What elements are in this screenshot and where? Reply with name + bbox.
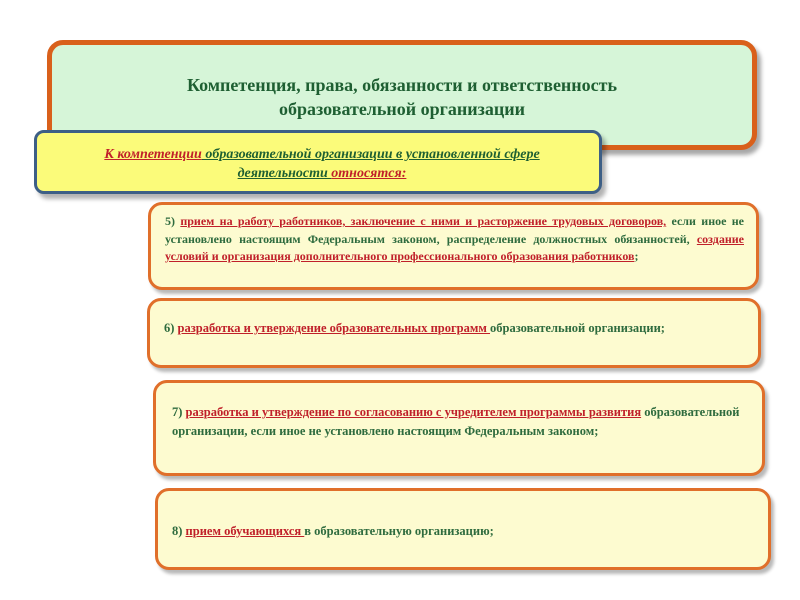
item-7-number: 7) [172,405,186,419]
item-8-text [172,521,756,541]
title-line-1: Компетенция, права, обязанности и ответственность [186,75,618,95]
subtitle-box [34,130,602,194]
subtitle-middle: образовательной организации в установленной сфере деятельности [201,147,540,181]
item-7-body: образовательной организации, если иное не установлено настоящим Федеральным законом; [172,405,740,438]
item-6-body: образовательной организации; [490,321,665,335]
page-title [52,73,752,121]
item-5-highlight-2: создание условий и организация дополнительного профессионального образования работников [165,231,744,263]
item-7-highlight: разработка и утверждение по согласованию с учредителем программы развития [185,405,642,419]
item-8-highlight: прием обучающихся [185,524,305,538]
item-6-number: 6) [164,321,178,335]
item-8-number: 8) [172,524,186,538]
title-line-2: образовательной организации [279,99,525,119]
item-7-text [172,403,750,441]
competence-item-8 [155,488,771,570]
item-6-highlight: разработка и утверждение образовательных программ [177,321,491,335]
item-5-highlight-1: прием на работу работников, заключение с ними и расторжение трудовых договоров, [180,214,667,228]
competence-item-7 [153,380,765,476]
item-5-body-2: ; [634,249,639,263]
subtitle-highlight-1: К компетенции [104,147,202,162]
subtitle-text [59,145,585,183]
item-6-text [164,318,746,338]
item-8-body: в образовательную организацию; [304,524,494,538]
competence-item-5 [148,202,759,290]
subtitle-highlight-2: относятся: [331,166,407,181]
item-5-text [165,213,744,266]
item-5-body-1: если иное не установлено настоящим Федеральным законом, распределение должностных обязанностей, [165,214,744,246]
item-5-number: 5) [165,214,181,228]
competence-item-6 [147,298,761,368]
